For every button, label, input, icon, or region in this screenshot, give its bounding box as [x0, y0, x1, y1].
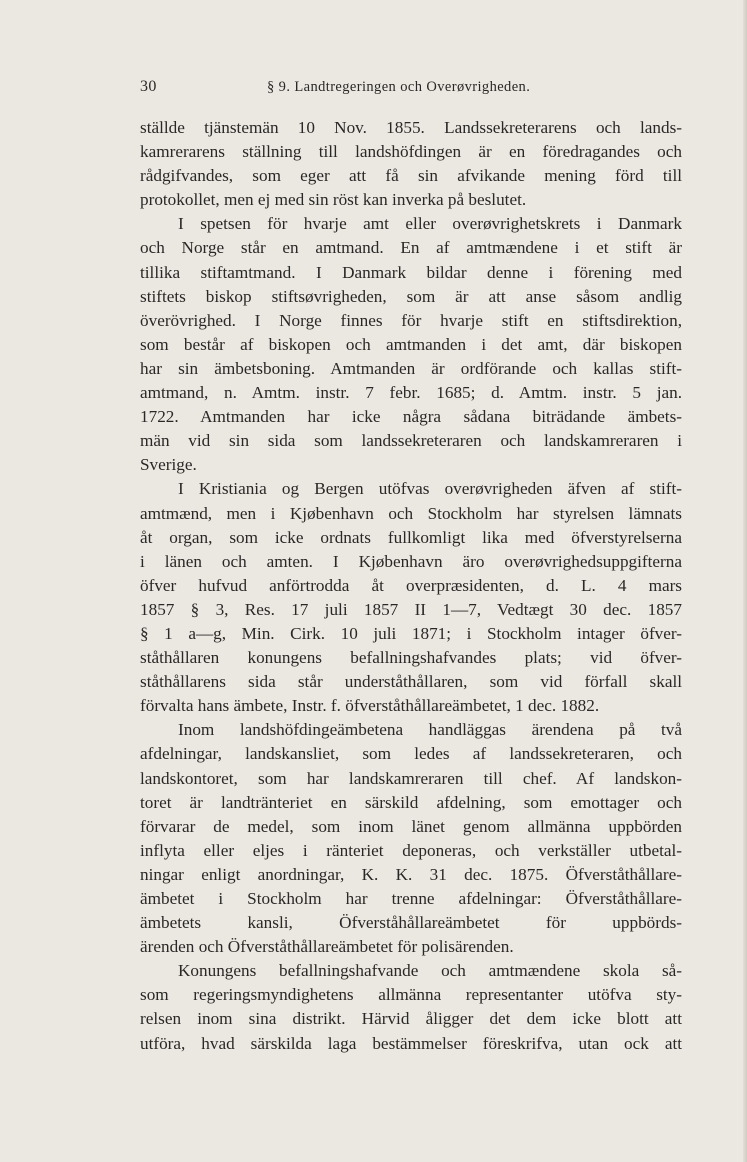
running-head: § 9. Landtregeringen och Overøvrigheden. [267, 79, 531, 95]
text-line: landskontoret, som har landskamreraren till chef. Af landskon- [140, 768, 682, 788]
text-line: amtmænd, men i Kjøbenhavn och Stockholm har styrelsen lämnats [140, 503, 682, 523]
text-line: ämbetets kansli, Öfverståhållareämbetet för uppbörds- [140, 913, 682, 933]
page-number: 30 [140, 78, 157, 95]
text-line: tillika stiftamtmand. I Danmark bildar denne i förening med [140, 262, 682, 282]
text-line: Konungens befallningshafvande och amtmændene skola så- [178, 961, 682, 981]
text-line: stiftets biskop stiftsøvrigheden, som är att anse såsom andlig [140, 286, 682, 306]
text-line: förvalta hans ämbete, Instr. f. öfverståthållareämbetet, 1 dec. 1882. [140, 696, 600, 716]
text-line: och Norge står en amtmand. En af amtmændene i et stift är [140, 238, 682, 258]
text-line: 1857 § 3, Res. 17 juli 1857 II 1—7, Vedtægt 30 dec. 1857 [140, 599, 682, 619]
page-edge [743, 0, 747, 1162]
text-line: ståthållarens sida står underståthållaren, som vid förfall skall [140, 672, 682, 692]
text-line: öfver hufvud anförtrodda åt overpræsidenten, d. L. 4 mars [140, 575, 682, 595]
text-line: relsen inom sina distrikt. Härvid åligger det dem icke blott att [140, 1009, 682, 1029]
text-line: i länen och amten. I Kjøbenhavn äro overøvrighedsuppgifterna [140, 551, 682, 571]
text-line: § 1 a—g, Min. Cirk. 10 juli 1871; i Stockholm intager öfver- [140, 623, 682, 643]
text-line: överövrighed. I Norge finnes för hvarje stift en stiftsdirektion, [140, 310, 682, 330]
text-line: I spetsen för hvarje amt eller overøvrighetskrets i Danmark [178, 214, 682, 234]
text-line: amtmand, n. Amtm. instr. 7 febr. 1685; d. Amtm. instr. 5 jan. [140, 383, 682, 403]
text-line: åt organ, som icke ordnats fullkomligt lika med öfverstyrelserna [140, 527, 682, 547]
page-header [140, 78, 682, 100]
text-line: ämbetet i Stockholm har trenne afdelningar: Öfverståthållare- [140, 889, 682, 908]
text-line: afdelningar, landskansliet, som ledes af landssekreteraren, och [140, 744, 682, 764]
body-text [140, 116, 682, 1056]
text-line: ärenden och Öfverståthållareämbetet för polisärenden. [140, 937, 514, 957]
text-line: ställde tjänstemän 10 Nov. 1855. Landssekreterarens och lands- [140, 118, 682, 137]
text-line: Inom landshöfdingeämbetena handläggas ärendena på två [178, 720, 682, 740]
text-line: som består af biskopen och amtmanden i det amt, där biskopen [140, 334, 682, 354]
text-line: protokollet, men ej med sin röst kan inverka på beslutet. [140, 190, 527, 210]
text-line: som regeringsmyndighetens allmänna representanter utöfva sty- [140, 985, 682, 1005]
text-line: män vid sin sida som landssekreteraren och landskamreraren i [140, 431, 682, 451]
text-line: toret är landtränteriet en särskild afdelning, som emottager och [140, 792, 682, 812]
text-line: ståthållaren konungens befallningshafvandes plats; vid öfver- [140, 648, 682, 668]
text-line: har sin ämbetsboning. Amtmanden är ordförande och kallas stift- [140, 358, 682, 378]
text-line: 1722. Amtmanden har icke några sådana biträdande ämbets- [140, 407, 682, 427]
text-line: rådgifvandes, som eger att få sin afvikande mening förd till [140, 166, 682, 186]
text-line: utföra, hvad särskilda laga bestämmelser föreskrifva, utan ock att [140, 1033, 682, 1053]
text-line: Sverige. [140, 455, 197, 475]
text-line: ningar enligt anordningar, K. K. 31 dec. 1875. Öfverståthållare- [140, 864, 682, 884]
text-line: inflyta eller eljes i ränteriet deponeras, och verkställer utbetal- [140, 840, 682, 860]
text-line: förvarar de medel, som inom länet genom allmänna uppbörden [140, 816, 682, 836]
text-line: I Kristiania og Bergen utöfvas overøvrigheden äfven af stift- [178, 479, 682, 499]
text-line: kamrerarens ställning till landshöfdingen är en föredragandes och [140, 142, 682, 162]
